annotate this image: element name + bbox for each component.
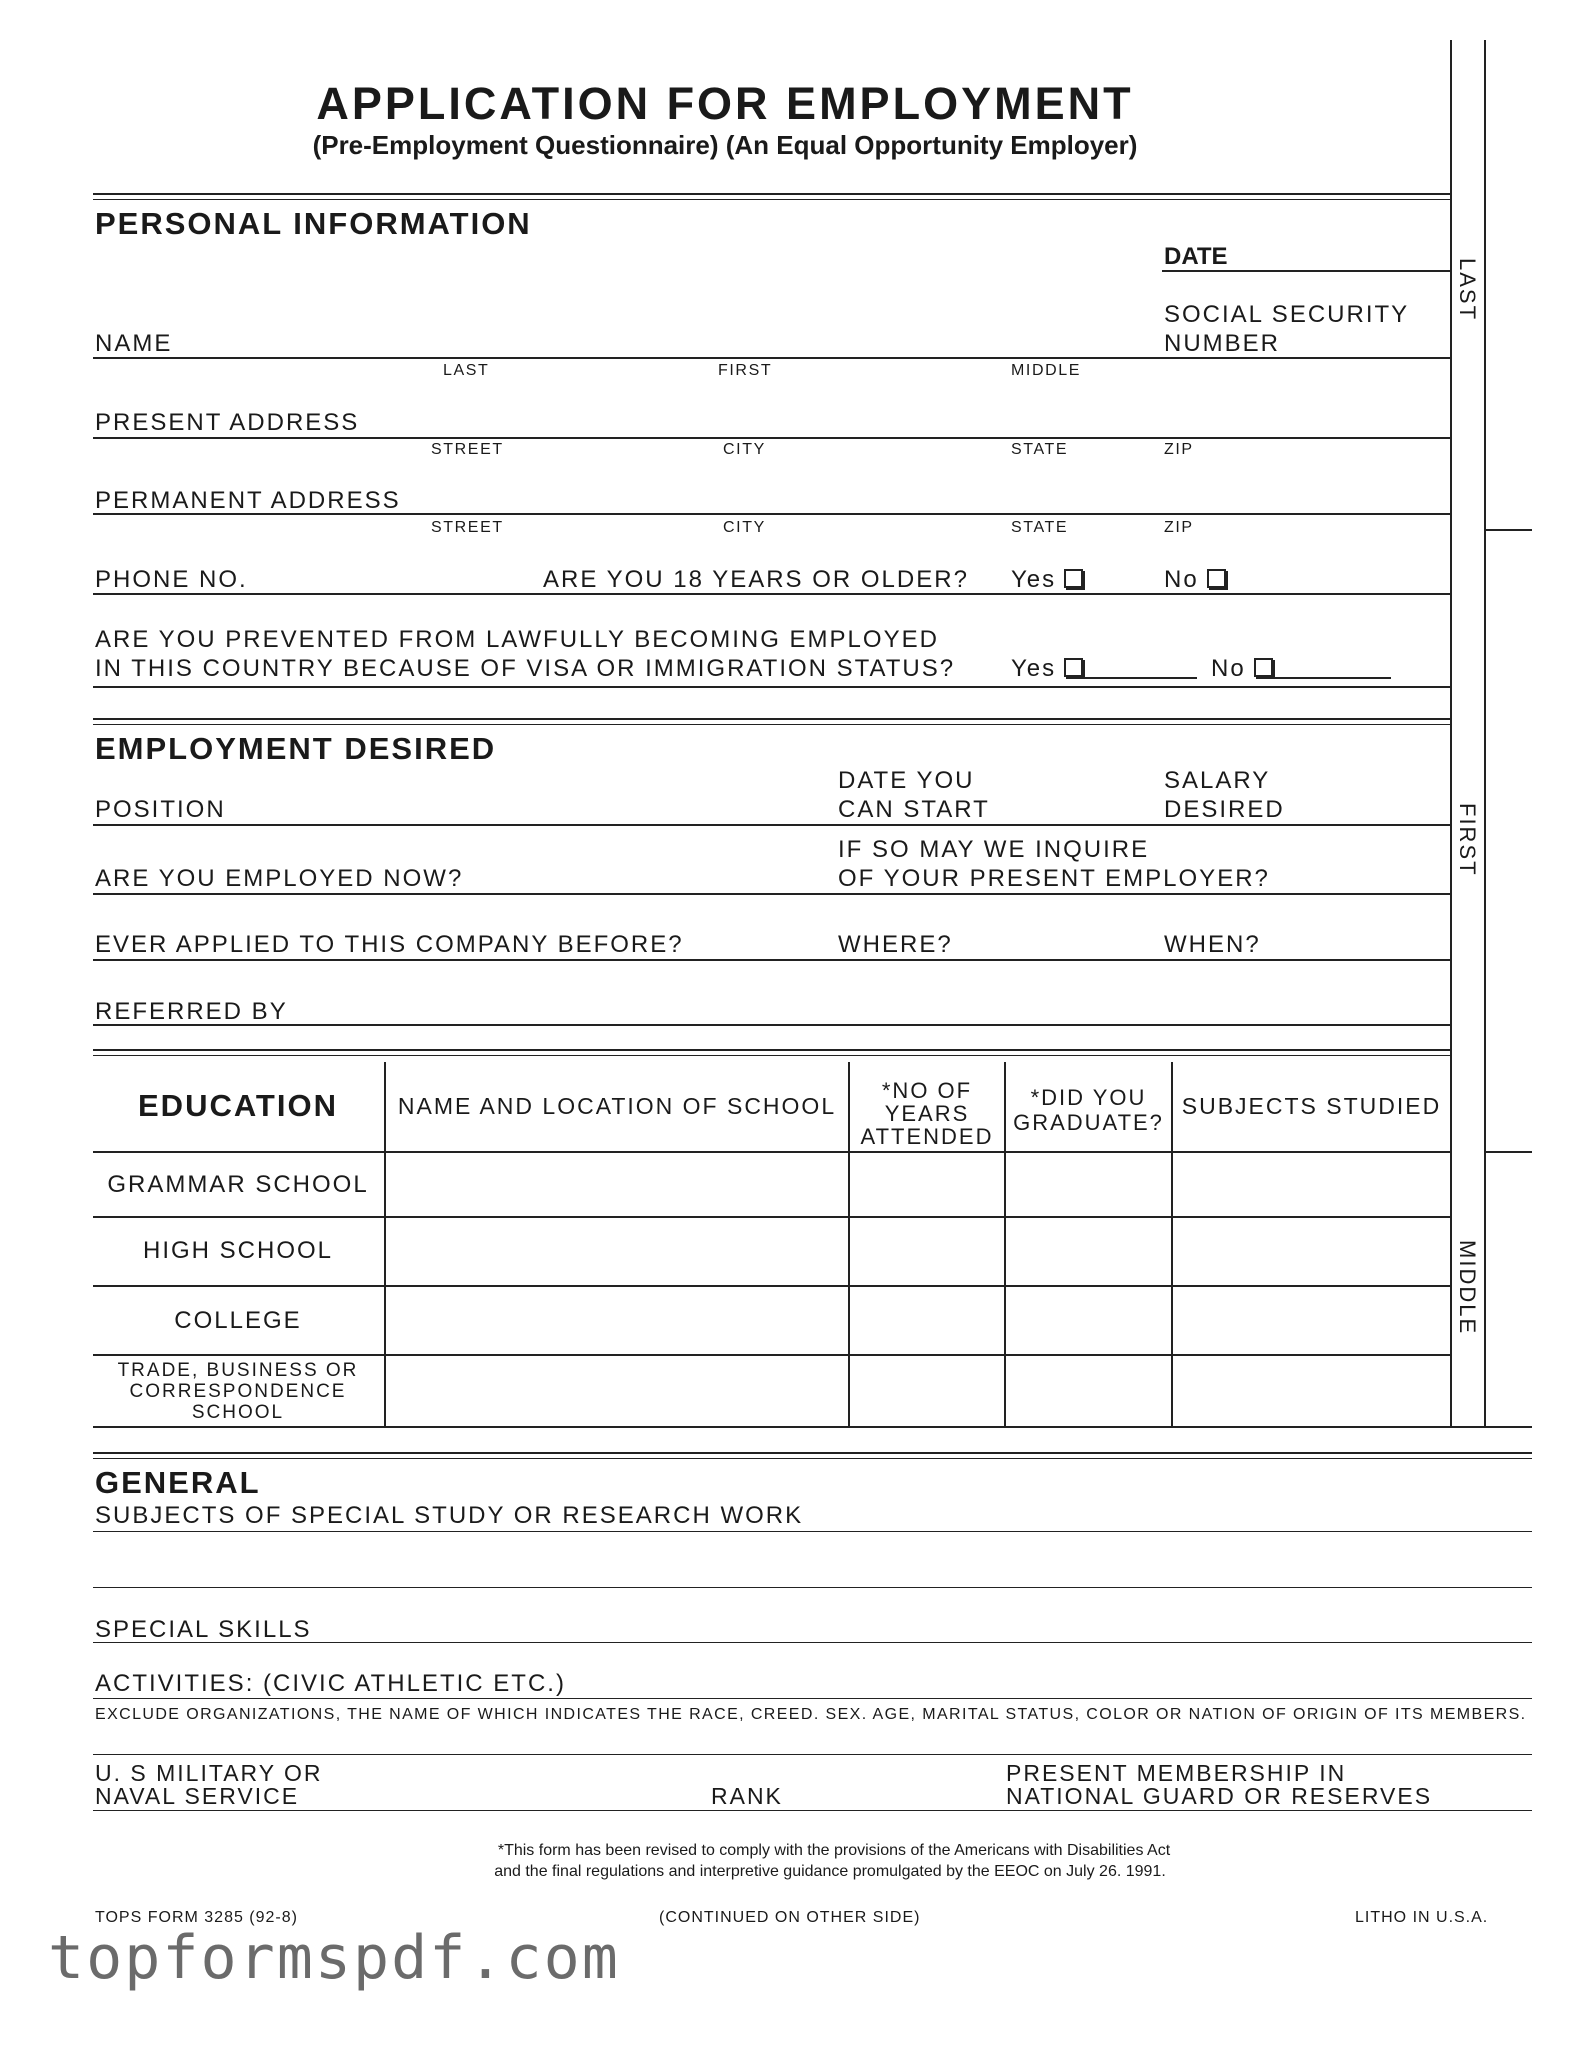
- edu-row-trade: [93, 1356, 383, 1426]
- referred-by-label: REFERRED BY: [95, 998, 288, 1025]
- section-rule: [93, 1055, 1450, 1056]
- salary-label: SALARY: [1164, 767, 1271, 794]
- section-rule: [93, 718, 1450, 720]
- addr-sub-zip: ZIP: [1164, 519, 1194, 536]
- edu-col-years-line: ATTENDED: [860, 1123, 994, 1149]
- visa-no-checkbox[interactable]: [1254, 658, 1273, 677]
- litho-note: LITHO IN U.S.A.: [1355, 1909, 1489, 1926]
- general-heading: GENERAL: [95, 1465, 261, 1500]
- right-margin-line: [1484, 40, 1486, 1428]
- form-title: APPLICATION FOR EMPLOYMENT: [316, 78, 1134, 129]
- age-no-checkbox[interactable]: [1207, 569, 1226, 588]
- side-tick-1: [1484, 529, 1532, 531]
- section-rule: [93, 1452, 1532, 1454]
- education-heading: EDUCATION: [138, 1088, 338, 1123]
- start-date-label: DATE YOU: [838, 767, 975, 794]
- permanent-address-label: PERMANENT ADDRESS: [95, 487, 401, 514]
- name-sub-middle: MIDDLE: [1011, 362, 1082, 379]
- date-line: [1162, 270, 1450, 272]
- edu-col-graduate: [1006, 1080, 1171, 1140]
- name-sub-last: LAST: [443, 362, 490, 379]
- guard-label: PRESENT MEMBERSHIP IN: [1006, 1760, 1347, 1786]
- start-date-label-2: CAN START: [838, 796, 990, 823]
- employed-now-label: ARE YOU EMPLOYED NOW?: [95, 865, 464, 892]
- side-label-last: LAST: [1455, 258, 1480, 322]
- applied-before-label: EVER APPLIED TO THIS COMPANY BEFORE?: [95, 931, 684, 958]
- special-study-label: SUBJECTS OF SPECIAL STUDY OR RESEARCH WORK: [95, 1502, 804, 1529]
- edu-row-college: COLLEGE: [174, 1307, 302, 1334]
- addr-sub-city: CITY: [723, 519, 766, 536]
- special-skills-label: SPECIAL SKILLS: [95, 1616, 312, 1643]
- addr-sub-state: STATE: [1011, 519, 1069, 536]
- visa-line: [93, 686, 1450, 688]
- phone-line[interactable]: [93, 593, 1450, 595]
- phone-label: PHONE NO.: [95, 566, 248, 593]
- date-label: DATE: [1164, 243, 1228, 270]
- continued-note: (CONTINUED ON OTHER SIDE): [659, 1909, 921, 1926]
- form-subtitle: (Pre-Employment Questionnaire) (An Equal Opportunity Employer): [312, 130, 1138, 160]
- name-sub-first: FIRST: [718, 362, 773, 379]
- special-study-line-2[interactable]: [93, 1587, 1532, 1588]
- no-label: No: [1164, 566, 1199, 593]
- special-study-line[interactable]: [93, 1531, 1532, 1532]
- watermark-logo: topformspdf.com: [48, 1923, 620, 1993]
- position-label: POSITION: [95, 796, 226, 823]
- edu-col-years-line: *NO OF: [881, 1077, 973, 1103]
- visa-yes-checkbox[interactable]: [1064, 658, 1083, 677]
- name-line[interactable]: [93, 357, 1450, 359]
- referred-by-line[interactable]: [93, 1024, 1450, 1026]
- present-address-label: PRESENT ADDRESS: [95, 409, 360, 436]
- side-label-first: FIRST: [1455, 803, 1480, 877]
- section-rule: [93, 724, 1450, 725]
- age-no[interactable]: [1164, 566, 1226, 594]
- visa-question-2: IN THIS COUNTRY BECAUSE OF VISA OR IMMIGRATION STATUS?: [95, 655, 956, 682]
- right-border-line: [1450, 40, 1452, 1428]
- visa-question-1: ARE YOU PREVENTED FROM LAWFULLY BECOMING EMPLOYED: [95, 626, 939, 653]
- age-question: ARE YOU 18 YEARS OR OLDER?: [543, 566, 969, 593]
- addr-sub-state: STATE: [1011, 441, 1069, 458]
- edu-col-subjects: SUBJECTS STUDIED: [1181, 1092, 1442, 1119]
- when-label: WHEN?: [1164, 931, 1261, 958]
- employed-now-line[interactable]: [93, 893, 1450, 895]
- visa-yes[interactable]: [1011, 655, 1083, 683]
- activities-label: ACTIVITIES: (CIVIC ATHLETIC ETC.): [95, 1670, 566, 1697]
- addr-sub-street: STREET: [431, 441, 504, 458]
- edu-row-trade-line: SCHOOL: [191, 1401, 285, 1423]
- edu-row-high-school: HIGH SCHOOL: [142, 1237, 334, 1264]
- visa-no-line[interactable]: [1272, 677, 1391, 679]
- visa-yes-line[interactable]: [1085, 677, 1197, 679]
- rank-label: RANK: [711, 1783, 783, 1809]
- edu-table-bottom: [93, 1426, 1532, 1428]
- where-label: WHERE?: [838, 931, 953, 958]
- inquire-label-2: OF YOUR PRESENT EMPLOYER?: [838, 865, 1270, 892]
- no-label: No: [1211, 655, 1246, 682]
- edu-col-school: NAME AND LOCATION OF SCHOOL: [397, 1092, 837, 1119]
- edu-col-years-line: YEARS: [884, 1100, 970, 1126]
- section-rule: [93, 1458, 1532, 1459]
- military-label: U. S MILITARY OR: [95, 1760, 323, 1786]
- yes-label: Yes: [1011, 566, 1057, 593]
- employment-heading: EMPLOYMENT DESIRED: [95, 731, 497, 766]
- personal-heading: PERSONAL INFORMATION: [95, 206, 532, 241]
- military-top-line: [93, 1754, 1532, 1755]
- special-skills-line[interactable]: [93, 1642, 1532, 1643]
- inquire-label: IF SO MAY WE INQUIRE: [838, 836, 1150, 863]
- addr-sub-city: CITY: [723, 441, 766, 458]
- addr-sub-zip: ZIP: [1164, 441, 1194, 458]
- visa-no[interactable]: [1211, 655, 1273, 683]
- section-rule: [93, 1049, 1450, 1051]
- edu-col-grad-line: *DID YOU: [1030, 1085, 1147, 1110]
- ssn-label: SOCIAL SECURITY: [1164, 301, 1410, 328]
- ada-note: *This form has been revised to comply with the provisions of the Americans with Disabilities Act: [497, 1842, 1171, 1859]
- side-tick-2: [1484, 1151, 1532, 1153]
- edu-row-trade-line: CORRESPONDENCE: [129, 1380, 347, 1402]
- ada-note-2: and the final regulations and interpretive guidance promulgated by the EEOC on July 26. 1991.: [494, 1863, 1166, 1880]
- addr-sub-street: STREET: [431, 519, 504, 536]
- edu-col-years: [850, 1078, 1004, 1148]
- permanent-address-line[interactable]: [93, 513, 1450, 515]
- edu-row-grammar: GRAMMAR SCHOOL: [107, 1171, 369, 1198]
- military-label-2: NAVAL SERVICE: [95, 1783, 300, 1809]
- ssn-label-2: NUMBER: [1164, 330, 1281, 357]
- activities-line[interactable]: [93, 1698, 1532, 1699]
- section-rule: [93, 199, 1450, 200]
- salary-label-2: DESIRED: [1164, 796, 1285, 823]
- exclude-note: EXCLUDE ORGANIZATIONS, THE NAME OF WHICH INDICATES THE RACE, CREED. SEX. AGE, MARITAL STATUS, COLOR OR NATION OF ORIGIN OF ITS MEMBERS.: [95, 1706, 1527, 1723]
- name-label: NAME: [95, 330, 173, 357]
- present-address-line[interactable]: [93, 437, 1450, 439]
- section-rule: [93, 193, 1450, 195]
- side-label-middle: MIDDLE: [1455, 1240, 1480, 1336]
- age-yes[interactable]: [1011, 566, 1083, 594]
- military-line[interactable]: [93, 1810, 1532, 1811]
- edu-col-grad-line: GRADUATE?: [1013, 1110, 1164, 1135]
- edu-row-trade-line: TRADE, BUSINESS OR: [117, 1359, 359, 1381]
- form-number: TOPS FORM 3285 (92-8): [95, 1909, 298, 1926]
- position-line[interactable]: [93, 824, 1450, 826]
- guard-label-2: NATIONAL GUARD OR RESERVES: [1006, 1783, 1433, 1809]
- yes-label: Yes: [1011, 655, 1057, 682]
- age-yes-checkbox[interactable]: [1064, 569, 1083, 588]
- applied-before-line[interactable]: [93, 959, 1450, 961]
